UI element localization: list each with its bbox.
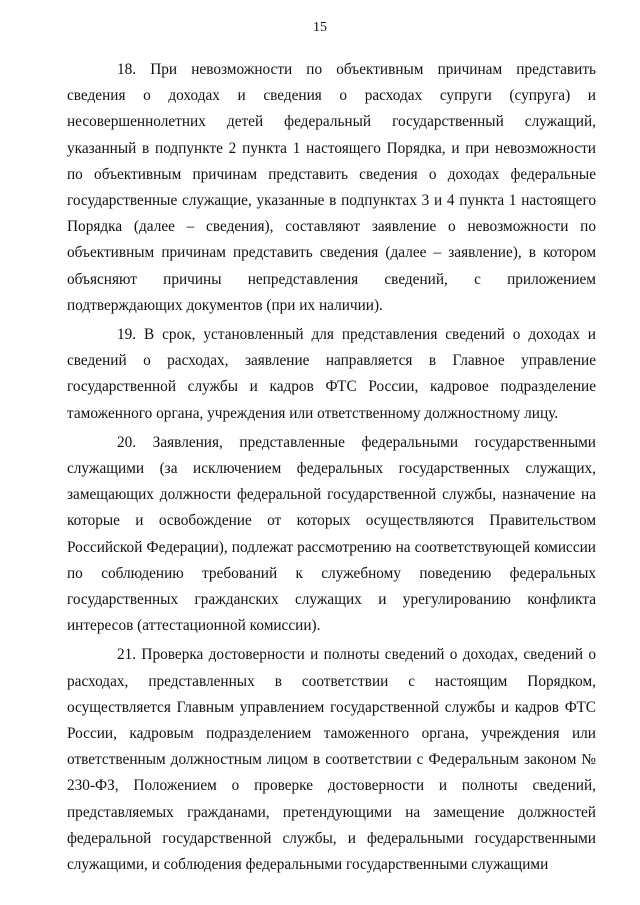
paragraph-21: 21. Проверка достоверности и полноты сведений о доходах, сведений о расходах, представленных в соответствии с настоящим Порядком, осуществляется Главным управлением государственной службы и кадров ФТС России, кадровым подразделением таможенного органа, учреждения или ответственным должностным лицом в соответствии с Федеральным законом № 230-ФЗ, Положением о проверке достоверности и полноты сведений, представляемых гражданами, претендующими на замещение должностей федеральной государственной службы, и федеральными государственными служащими, и соблюдения федеральными государственными служащими [67,646,596,874]
paragraph-19: 19. В срок, установленный для представления сведений о доходах и сведений о расходах, заявление направляется в Главное управление государственной службы и кадров ФТС России, кадровое подразделение таможенного органа, учреждения или ответственному должностному лицу. [67,326,596,422]
page-number: 15 [313,20,327,35]
document-body [67,57,596,881]
paragraph-18: 18. При невозможности по объективным причинам представить сведения о доходах и сведения о расходах супруги (супруга) и несовершеннолетних детей федеральный государственный служащий, указанный в подпункте 2 пункта 1 настоящего Порядка, и при невозможности по объективным причинам представить сведения о доходах федеральные государственные служащие, указанные в подпунктах 3 и 4 пункта 1 настоящего Порядка (далее – сведения), составляют заявление о невозможности по объективным причинам представить сведения (далее – заявление), в котором объясняют причины непредставления сведений, с приложением подтверждающих документов (при их наличии). [67,61,596,314]
paragraph-20: 20. Заявления, представленные федеральными государственными служащими (за исключением федеральных государственных служащих, замещающих должности федеральной государственной службы, назначение на которые и освобождение от которых осуществляются Правительством Российской Федерации), подлежат рассмотрению на соответствующей комиссии по соблюдению требований к служебному поведению федеральных государственных гражданских служащих и урегулированию конфликта интересов (аттестационной комиссии). [67,433,596,635]
